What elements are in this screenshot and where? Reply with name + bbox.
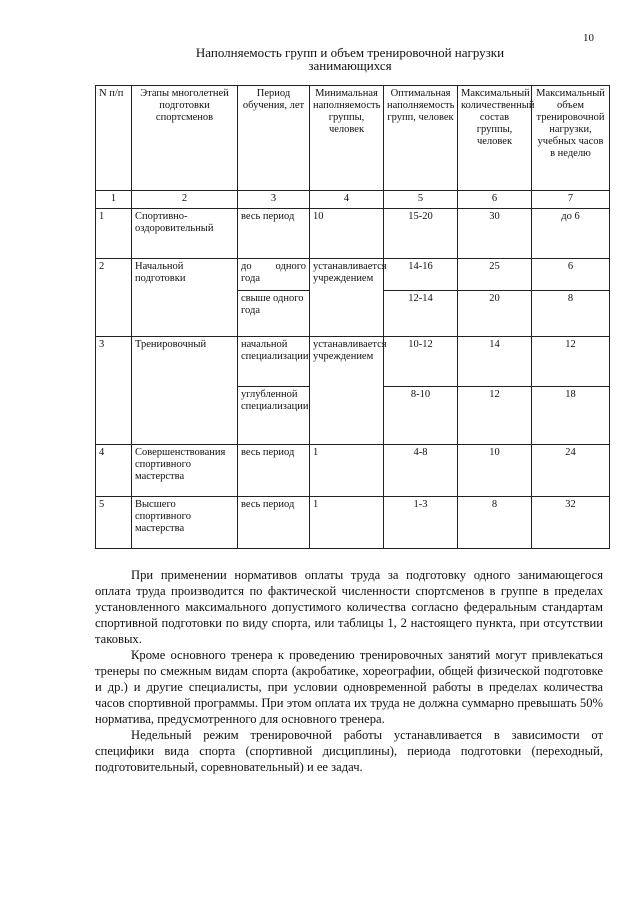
training-period: свыше одного года [238,291,310,337]
header-max-hours: Максимальный объем тренировочной нагрузки, учебных часов в неделю [532,86,610,191]
opt-size: 4-8 [384,445,458,497]
table-row [96,337,610,387]
max-hours: до 6 [532,209,610,259]
max-size: 30 [458,209,532,259]
header-number: N п/п [96,86,132,191]
col-number: 7 [532,191,610,209]
max-hours: 32 [532,497,610,549]
stage-name: Спортивно-оздоровительный [132,209,238,259]
col-number: 3 [238,191,310,209]
title-line-1: Наполняемость групп и объем тренировочной нагрузки [195,45,505,60]
col-number: 5 [384,191,458,209]
training-period: начальной специализации [238,337,310,387]
group-load-table [95,85,610,549]
header-max-size: Максимальный количественный состав группы, человек [458,86,532,191]
stage-name: Тренировочный [132,337,238,445]
max-hours: 6 [532,259,610,291]
min-size: 1 [310,497,384,549]
header-period: Период обучения, лет [238,86,310,191]
row-number: 5 [96,497,132,549]
table-header-row [96,86,610,191]
max-hours: 18 [532,387,610,445]
header-opt-size: Оптимальная наполняемость групп, человек [384,86,458,191]
training-period: весь период [238,445,310,497]
paragraph: Недельный режим тренировочной работы устанавливается в зависимости от специфики вида спорта (спортивной дисциплины), периода подготовки (переходный, подготовительный, соревновательный) и ее задач. [95,728,603,774]
page-number: 10 [583,32,594,44]
opt-size: 8-10 [384,387,458,445]
min-size: устанавливается учреждением [310,259,384,337]
col-number: 6 [458,191,532,209]
min-size: 1 [310,445,384,497]
col-number: 1 [96,191,132,209]
row-number: 4 [96,445,132,497]
row-number: 1 [96,209,132,259]
max-size: 12 [458,387,532,445]
stage-name: Начальной подготовки [132,259,238,337]
row-number: 2 [96,259,132,337]
page-title [140,46,560,72]
table-row [96,259,610,291]
max-size: 25 [458,259,532,291]
col-number: 2 [132,191,238,209]
max-size: 14 [458,337,532,387]
stage-name: Высшего спортивного мастерства [132,497,238,549]
paragraph: При применении нормативов оплаты труда за подготовку одного занимающегося оплата труда производится по фактической численности спортсменов в группе в пределах установленного максимального допустимого количества согласно федеральным стандартам спортивной подготовки по виду спорта, или таблицы 1, 2 настоящего пункта, при отсутствии таковых. [95,568,603,646]
training-period: весь период [238,209,310,259]
training-period: весь период [238,497,310,549]
header-min-size: Минимальная наполняемость группы, человек [310,86,384,191]
table-row [96,209,610,259]
min-size: устанавливается учреждением [310,337,384,445]
row-number: 3 [96,337,132,445]
col-number: 4 [310,191,384,209]
max-hours: 8 [532,291,610,337]
max-size: 20 [458,291,532,337]
opt-size: 15-20 [384,209,458,259]
title-line-2: занимающихся [308,58,392,73]
body-text [95,567,603,775]
training-period: до одного года [238,259,310,291]
stage-name: Совершенствования спортивного мастерства [132,445,238,497]
max-hours: 12 [532,337,610,387]
header-stage: Этапы многолетней подготовки спортсменов [132,86,238,191]
max-size: 10 [458,445,532,497]
training-period: углубленной специализации [238,387,310,445]
max-size: 8 [458,497,532,549]
column-number-row [96,191,610,209]
opt-size: 14-16 [384,259,458,291]
table-row [96,445,610,497]
paragraph: Кроме основного тренера к проведению тренировочных занятий могут привлекаться тренеры по смежным видам спорта (акробатике, хореографии, общей физической подготовке и др.) и другие специалисты, при условии одновременной работы в пределах количества часов спортивной программы. При этом оплата их труда не должна суммарно превышать 50% норматива, предусмотренного для основного тренера. [95,648,603,726]
max-hours: 24 [532,445,610,497]
table-row [96,497,610,549]
min-size: 10 [310,209,384,259]
opt-size: 10-12 [384,337,458,387]
opt-size: 1-3 [384,497,458,549]
opt-size: 12-14 [384,291,458,337]
